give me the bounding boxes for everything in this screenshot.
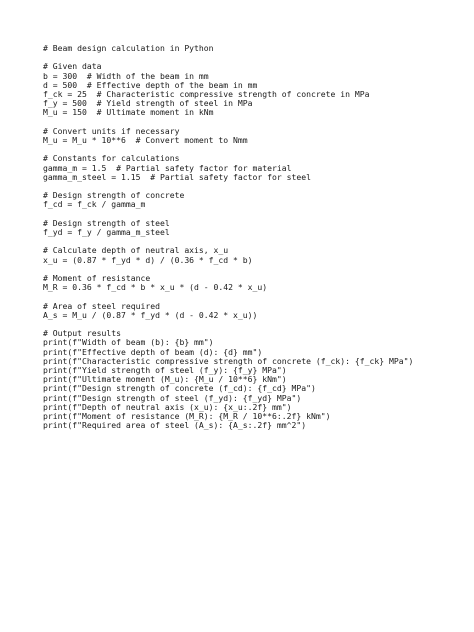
code-line: # Convert units if necessary bbox=[43, 125, 180, 136]
code-line: # Beam design calculation in Python bbox=[43, 43, 214, 53]
code-line: # Design strength of concrete bbox=[43, 190, 185, 201]
code-line: # Area of steel required bbox=[43, 300, 160, 311]
code-block bbox=[43, 44, 463, 430]
code-line: print(f"Design strength of steel (f_yd): {f_yd} MPa") bbox=[43, 392, 302, 403]
code-line: print(f"Ultimate moment (M_u): {M_u / 10**6} kNm") bbox=[43, 374, 287, 385]
code-line bbox=[43, 53, 463, 62]
code-line: # Output results bbox=[43, 328, 121, 339]
code-line: # Given data bbox=[43, 61, 102, 72]
code-line: gamma_m_steel = 1.15 # Partial safety factor for steel bbox=[43, 171, 312, 182]
code-line: M_R = 0.36 * f_cd * b * x_u * (d - 0.42 * x_u) bbox=[43, 282, 268, 293]
code-line: print(f"Effective depth of beam (d): {d} mm") bbox=[43, 346, 263, 357]
code-line: print(f"Design strength of concrete (f_cd): {f_cd} MPa") bbox=[43, 383, 316, 394]
code-line: print(f"Depth of neutral axis (x_u): {x_u:.2f} mm") bbox=[43, 401, 292, 412]
code-line: A_s = M_u / (0.87 * f_yd * (d - 0.42 * x_u)) bbox=[43, 309, 258, 320]
code-line: print(f"Width of beam (b): {b} mm") bbox=[43, 337, 214, 348]
code-line: f_ck = 25 # Characteristic compressive strength of concrete in MPa bbox=[43, 89, 370, 99]
code-line: # Calculate depth of neutral axis, x_u bbox=[43, 245, 229, 256]
code-line: print(f"Characteristic compressive strength of concrete (f_ck): {f_ck} MPa") bbox=[43, 355, 414, 366]
code-line: d = 500 # Effective depth of the beam in mm bbox=[43, 79, 258, 90]
code-line: M_u = M_u * 10**6 # Convert moment to Nmm bbox=[43, 135, 248, 145]
code-line: print(f"Yield strength of steel (f_y): {f_y} MPa") bbox=[43, 364, 287, 375]
code-line: print(f"Moment of resistance (M_R): {M_R / 10**6:.2f} kNm") bbox=[43, 410, 331, 421]
code-line: f_cd = f_ck / gamma_m bbox=[43, 199, 146, 210]
code-line: print(f"Required area of steel (A_s): {A_s:.2f} mm^2") bbox=[43, 420, 307, 431]
code-line: f_yd = f_y / gamma_m_steel bbox=[43, 226, 170, 237]
code-line: # Design strength of steel bbox=[43, 217, 170, 228]
code-line: f_y = 500 # Yield strength of steel in MPa bbox=[43, 98, 253, 109]
code-line: gamma_m = 1.5 # Partial safety factor for material bbox=[43, 162, 292, 173]
code-line: M_u = 150 # Ultimate moment in kNm bbox=[43, 107, 214, 118]
code-line: b = 300 # Width of the beam in mm bbox=[43, 70, 209, 81]
code-line: x_u = (0.87 * f_yd * d) / (0.36 * f_cd * b) bbox=[43, 254, 253, 265]
code-line: # Constants for calculations bbox=[43, 153, 180, 164]
code-line: # Moment of resistance bbox=[43, 272, 151, 283]
